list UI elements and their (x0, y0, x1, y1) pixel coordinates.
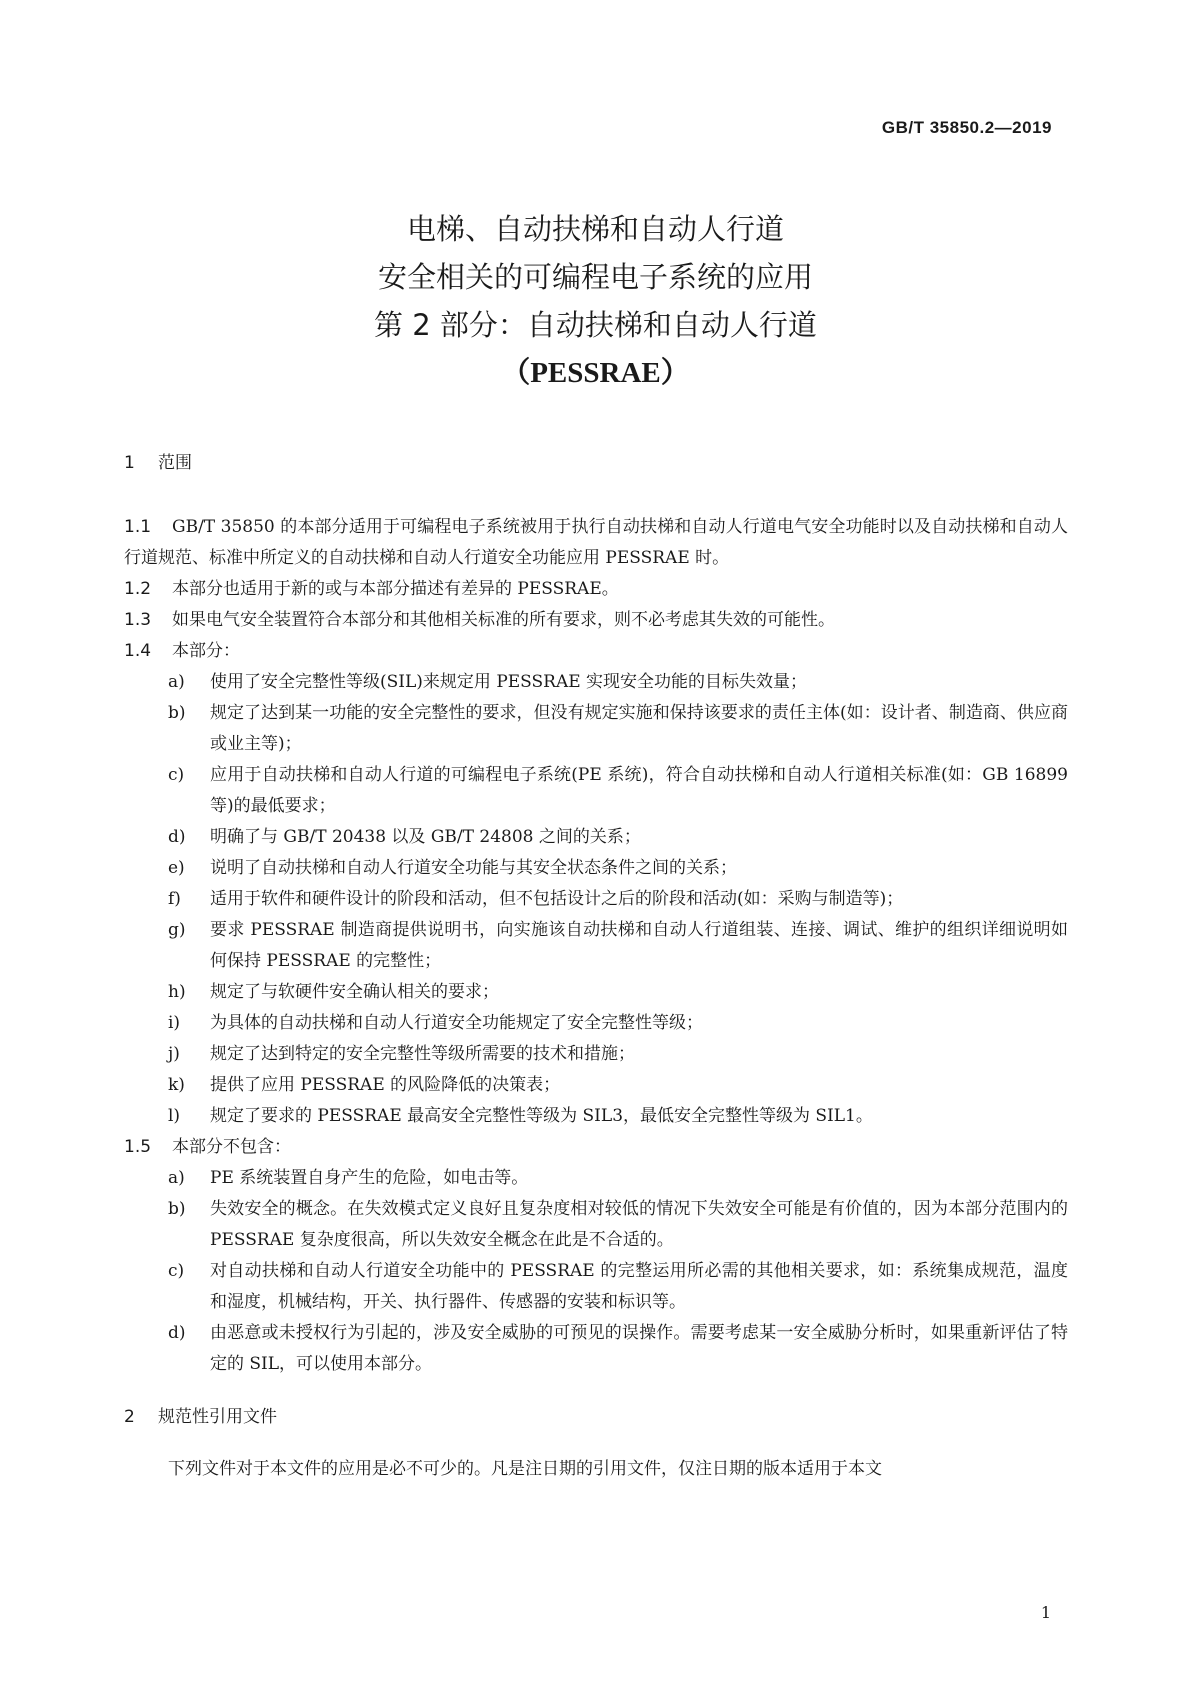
clause-number: 1.3 (124, 610, 152, 630)
list-item-label: b) (168, 1199, 186, 1219)
list-item (124, 977, 1068, 1008)
list-item-label: d) (168, 827, 186, 847)
section-2-intro: 下列文件对于本文件的应用是必不可少的。凡是注日期的引用文件，仅注日期的版本适用于本文 (168, 1459, 882, 1479)
list-item-label: f) (168, 889, 181, 909)
clause-number: 1.5 (124, 1137, 152, 1157)
clause-1-3 (124, 605, 1068, 636)
list-item-text: 规定了达到特定的安全完整性等级所需要的技术和措施； (210, 1044, 635, 1064)
clause-number: 1.4 (124, 641, 152, 661)
clause-1-2 (124, 574, 1068, 605)
list-item-text: 应用于自动扶梯和自动人行道的可编程电子系统(PE 系统)，符合自动扶梯和自动人行道相关标准(如：GB 16899 等)的最低要求； (210, 765, 1069, 816)
list-item (124, 1163, 1068, 1194)
list-item (124, 1194, 1068, 1256)
title-line-4: （PESSRAE） (501, 357, 690, 389)
clause-1-5 (124, 1132, 1068, 1163)
list-item-text: 为具体的自动扶梯和自动人行道安全功能规定了安全完整性等级； (210, 1013, 703, 1033)
list-item-text: PE 系统装置自身产生的危险，如电击等。 (210, 1168, 529, 1188)
clause-1-1 (124, 512, 1068, 574)
clause-text: 本部分也适用于新的或与本部分描述有差异的 PESSRAE。 (172, 579, 619, 599)
clause-number: 1.1 (124, 517, 152, 537)
list-item (124, 1318, 1068, 1380)
clause-1-5-list (124, 1163, 1068, 1380)
list-item-label: b) (168, 703, 186, 723)
list-item-text: 适用于软件和硬件设计的阶段和活动，但不包括设计之后的阶段和活动(如：采购与制造等)； (210, 889, 904, 909)
list-item-text: 由恶意或未授权行为引起的，涉及安全威胁的可预见的误操作。需要考虑某一安全威胁分析时，如果重新评估了特定的 SIL，可以使用本部分。 (210, 1323, 1068, 1374)
list-item (124, 667, 1068, 698)
list-item (124, 760, 1068, 822)
section-title: 规范性引用文件 (158, 1407, 277, 1427)
list-item-text: 规定了达到某一功能的安全完整性的要求，但没有规定实施和保持该要求的责任主体(如：设计者、制造商、供应商或业主等)； (210, 703, 1068, 754)
list-item-label: c) (168, 765, 185, 785)
title-line-2: 安全相关的可编程电子系统的应用 (377, 260, 813, 294)
list-item (124, 1101, 1068, 1132)
list-item-label: k) (168, 1075, 185, 1095)
list-item-text: 对自动扶梯和自动人行道安全功能中的 PESSRAE 的完整运用所必需的其他相关要求，如：系统集成规范，温度和湿度，机械结构，开关、执行器件、传感器的安装和标识等。 (210, 1261, 1068, 1312)
list-item-label: g) (168, 920, 186, 940)
list-item (124, 884, 1068, 915)
list-item-text: 提供了应用 PESSRAE 的风险降低的决策表； (210, 1075, 561, 1095)
page-number: 1 (1040, 1603, 1051, 1622)
list-item (124, 698, 1068, 760)
list-item-text: 明确了与 GB/T 20438 以及 GB/T 24808 之间的关系； (210, 827, 641, 847)
section-1-heading (124, 448, 1068, 478)
list-item-label: e) (168, 858, 185, 878)
list-item-label: a) (168, 1168, 185, 1188)
document-title (0, 205, 1191, 397)
title-line-3: 第 2 部分：自动扶梯和自动人行道 (374, 308, 817, 342)
list-item-label: j) (168, 1044, 180, 1064)
list-item-text: 要求 PESSRAE 制造商提供说明书，向实施该自动扶梯和自动人行道组装、连接、调试、维护的组织详细说明如何保持 PESSRAE 的完整性； (210, 920, 1068, 971)
list-item-label: l) (168, 1106, 181, 1126)
section-number: 2 (124, 1407, 135, 1427)
list-item-label: i) (168, 1013, 181, 1033)
list-item (124, 1039, 1068, 1070)
clause-text: 本部分： (172, 641, 240, 661)
clause-text: GB/T 35850 的本部分适用于可编程电子系统被用于执行自动扶梯和自动人行道电气安全功能时以及自动扶梯和自动人行道规范、标准中所定义的自动扶梯和自动人行道安全功能应用 PESSRAE 时。 (124, 517, 1068, 568)
standard-code: GB/T 35850.2—2019 (881, 118, 1052, 137)
list-item-text: 说明了自动扶梯和自动人行道安全功能与其安全状态条件之间的关系； (210, 858, 737, 878)
list-item (124, 1008, 1068, 1039)
list-item-text: 使用了安全完整性等级(SIL)来规定用 PESSRAE 实现安全功能的目标失效量； (210, 672, 808, 692)
list-item (124, 1070, 1068, 1101)
list-item-text: 失效安全的概念。在失效模式定义良好且复杂度相对较低的情况下失效安全可能是有价值的，因为本部分范围内的 PESSRAE 复杂度很高，所以失效安全概念在此是不合适的。 (210, 1199, 1068, 1250)
list-item-label: c) (168, 1261, 185, 1281)
clause-text: 本部分不包含： (172, 1137, 291, 1157)
clause-1-4-list (124, 667, 1068, 1132)
title-line-1: 电梯、自动扶梯和自动人行道 (406, 212, 784, 246)
list-item-label: a) (168, 672, 185, 692)
list-item-text: 规定了与软硬件安全确认相关的要求； (210, 982, 499, 1002)
section-number: 1 (124, 453, 135, 473)
list-item (124, 1256, 1068, 1318)
list-item (124, 915, 1068, 977)
list-item-text: 规定了要求的 PESSRAE 最高安全完整性等级为 SIL3，最低安全完整性等级为 SIL1。 (210, 1106, 873, 1126)
list-item (124, 822, 1068, 853)
list-item-label: h) (168, 982, 186, 1002)
clause-number: 1.2 (124, 579, 152, 599)
clause-text: 如果电气安全装置符合本部分和其他相关标准的所有要求，则不必考虑其失效的可能性。 (172, 610, 835, 630)
list-item (124, 853, 1068, 884)
section-title: 范围 (158, 453, 192, 473)
section-2-heading (124, 1402, 1068, 1432)
document-body (124, 448, 1068, 1485)
clause-1-4 (124, 636, 1068, 667)
list-item-label: d) (168, 1323, 186, 1343)
